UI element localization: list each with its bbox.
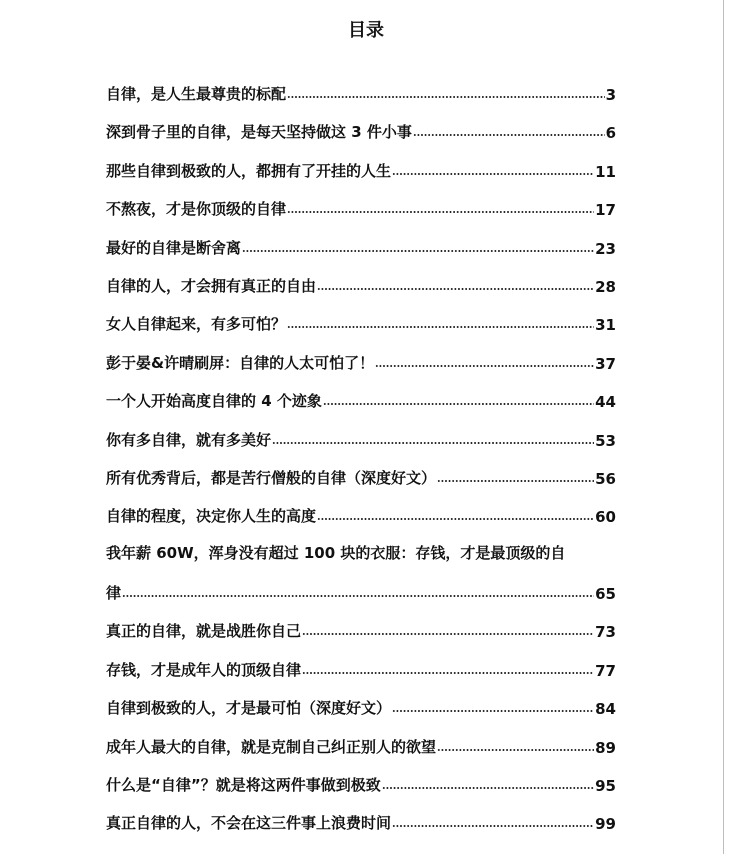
toc-entry[interactable] xyxy=(106,80,616,118)
toc-entry-title: 那些自律到极致的人，都拥有了开挂的人生 xyxy=(106,161,392,180)
dot-leader xyxy=(323,402,594,406)
toc-entry-page: 53 xyxy=(595,431,616,450)
toc-entry-title: 女人自律起来，有多可怕？ xyxy=(106,315,287,334)
toc-entry[interactable] xyxy=(106,809,616,847)
dot-leader xyxy=(382,786,594,790)
toc-entry-page: 95 xyxy=(595,777,616,796)
toc-entry[interactable] xyxy=(106,349,616,387)
toc-entry-page: 23 xyxy=(595,239,616,258)
toc-entry[interactable] xyxy=(106,617,616,655)
toc-entry-page: 84 xyxy=(595,700,616,719)
dot-leader xyxy=(287,325,594,329)
toc-entry-title: 彭于晏&许晴刷屏：自律的人太可怕了！ xyxy=(106,353,375,372)
toc-entry-title: 深到骨子里的自律，是每天坚持做这 3 件小事 xyxy=(106,123,412,142)
toc-entry-title: 成年人最大的自律，就是克制自己纠正别人的欲望 xyxy=(106,737,437,756)
toc-entry-page: 73 xyxy=(595,623,616,642)
toc-entry-page: 56 xyxy=(595,469,616,488)
toc-entry[interactable] xyxy=(106,541,616,618)
toc-entry-title: 什么是“自律”？就是将这两件事做到极致 xyxy=(106,776,381,795)
dot-leader xyxy=(317,287,594,291)
toc-entry[interactable] xyxy=(106,656,616,694)
toc-entry[interactable] xyxy=(106,426,616,464)
toc-entry[interactable] xyxy=(106,310,616,348)
dot-leader xyxy=(122,594,594,598)
toc-entry-title: 最好的自律是断舍离 xyxy=(106,238,242,257)
dot-leader xyxy=(317,517,594,521)
dot-leader xyxy=(287,210,594,214)
dot-leader xyxy=(272,441,594,445)
dot-leader xyxy=(302,671,594,675)
dot-leader xyxy=(392,172,594,176)
dot-leader xyxy=(392,824,594,828)
toc-entry-page: 44 xyxy=(595,393,616,412)
page-title: 目录 xyxy=(348,20,384,41)
toc-entry-page: 28 xyxy=(595,277,616,296)
toc-entry-title: 所有优秀背后，都是苦行僧般的自律（深度好文） xyxy=(106,468,437,487)
toc-entry-page: 3 xyxy=(605,86,616,104)
toc-entry-title: 一个人开始高度自律的 4 个迹象 xyxy=(106,392,322,411)
toc-entry-page: 89 xyxy=(595,738,616,757)
toc-entry-page: 37 xyxy=(595,354,616,373)
toc-entry-page: 6 xyxy=(605,124,616,143)
toc-entry-title: 自律，是人生最尊贵的标配 xyxy=(106,85,287,103)
toc-entry[interactable] xyxy=(106,272,616,310)
toc-entry[interactable] xyxy=(106,118,616,156)
dot-leader xyxy=(437,748,594,752)
toc-entry-title: 真正的自律，就是战胜你自己 xyxy=(106,622,302,641)
toc-entry[interactable] xyxy=(106,733,616,771)
toc-entry[interactable] xyxy=(106,694,616,732)
dot-leader xyxy=(437,479,594,483)
toc-entry-page: 17 xyxy=(595,201,616,220)
toc-entry-page: 60 xyxy=(595,508,616,527)
dot-leader xyxy=(392,709,594,713)
toc-entry-title: 自律到极致的人，才是最可怕（深度好文） xyxy=(106,699,392,718)
toc-entry-title: 你有多自律，就有多美好 xyxy=(106,430,272,449)
toc-entry[interactable] xyxy=(106,234,616,272)
table-of-contents xyxy=(106,80,616,848)
toc-entry-title-line2: 律 xyxy=(106,584,122,603)
page-edge-divider xyxy=(723,0,724,854)
toc-entry-title: 真正自律的人，不会在这三件事上浪费时间 xyxy=(106,814,392,833)
dot-leader xyxy=(242,249,594,253)
toc-entry[interactable] xyxy=(106,195,616,233)
toc-entry[interactable] xyxy=(106,387,616,425)
toc-entry-title: 存钱，才是成年人的顶级自律 xyxy=(106,660,302,679)
toc-entry-page: 11 xyxy=(595,162,616,181)
toc-entry[interactable] xyxy=(106,502,616,540)
toc-entry-page: 99 xyxy=(595,815,616,834)
toc-entry-page: 31 xyxy=(595,316,616,335)
toc-entry[interactable] xyxy=(106,464,616,502)
toc-entry-title: 不熬夜，才是你顶级的自律 xyxy=(106,200,287,219)
dot-leader xyxy=(413,133,605,137)
toc-entry-page: 77 xyxy=(595,661,616,680)
toc-entry[interactable] xyxy=(106,157,616,195)
toc-entry-title: 自律的人，才会拥有真正的自由 xyxy=(106,276,317,295)
dot-leader xyxy=(302,632,594,636)
dot-leader xyxy=(375,364,594,368)
toc-entry-page: 65 xyxy=(595,585,616,604)
toc-entry-title-line1: 我年薪 60W，浑身没有超过 100 块的衣服：存钱，才是最顶级的自 xyxy=(106,543,566,562)
toc-entry[interactable] xyxy=(106,771,616,809)
dot-leader xyxy=(287,95,605,99)
toc-entry-title: 自律的程度，决定你人生的高度 xyxy=(106,507,317,526)
